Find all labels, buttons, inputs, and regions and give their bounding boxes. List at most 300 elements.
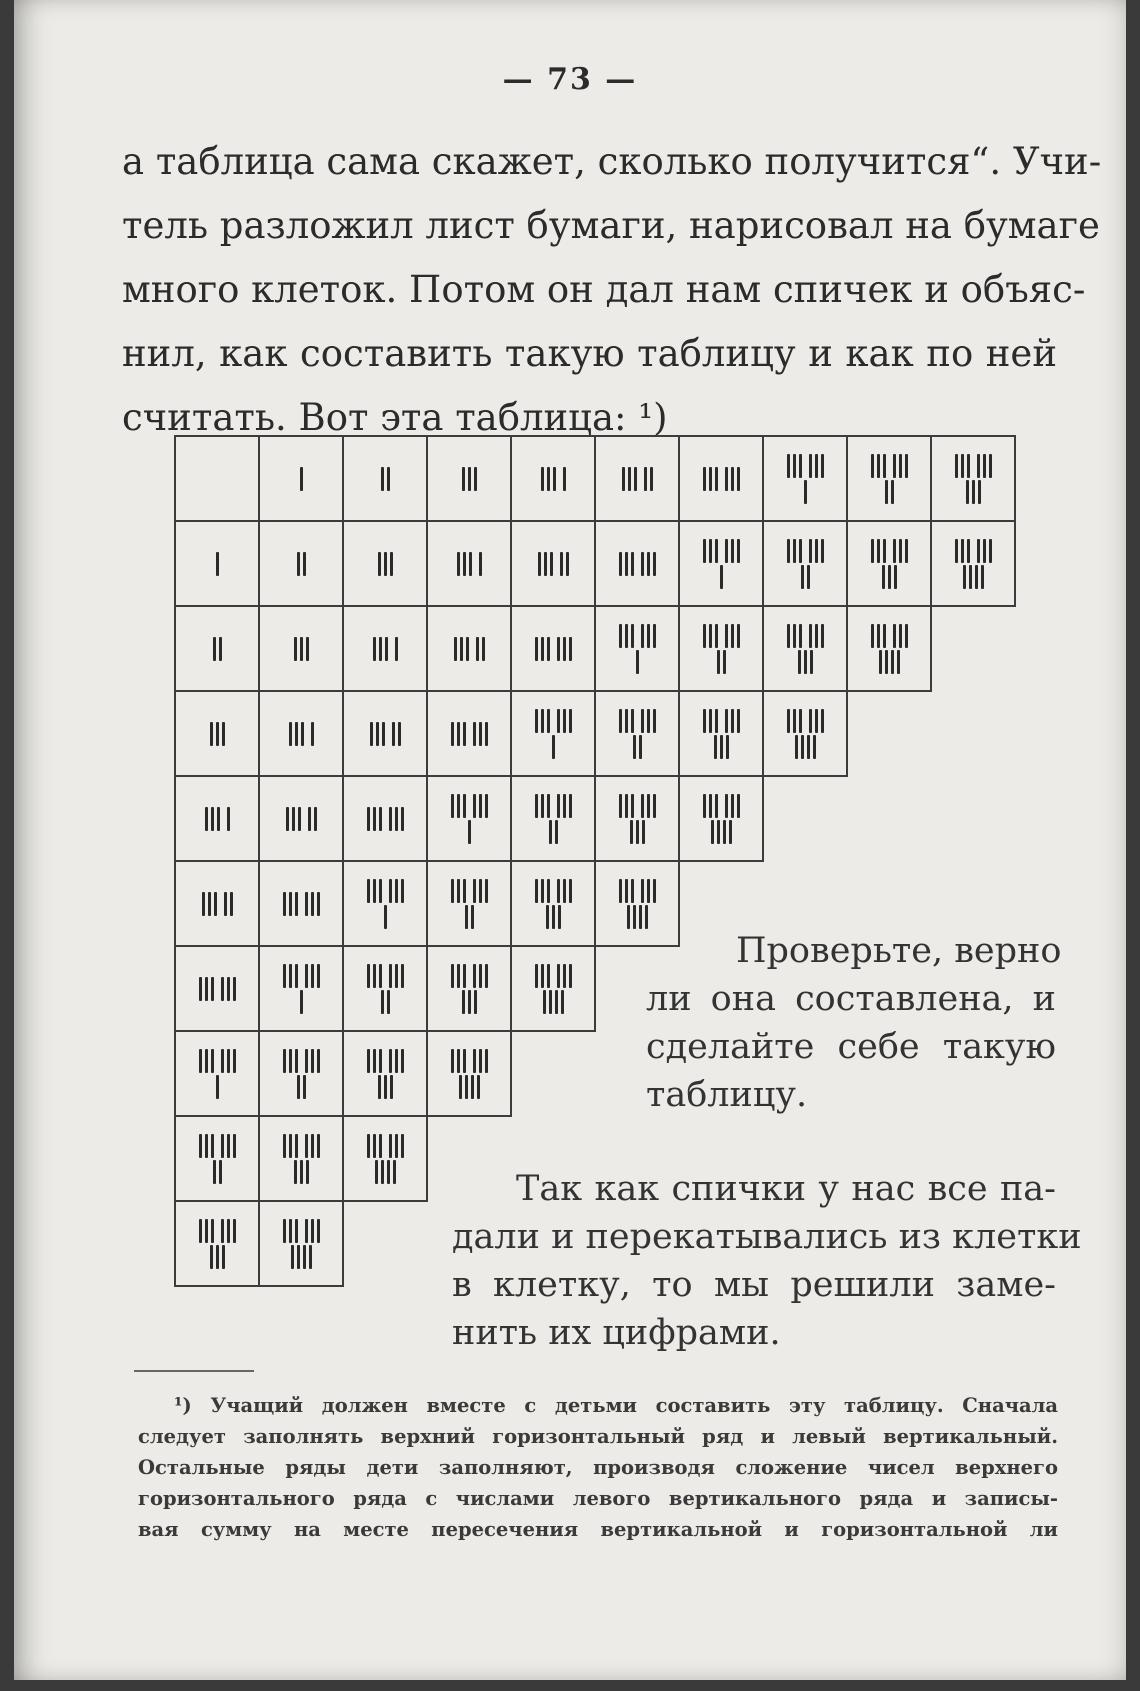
matchstick — [485, 879, 488, 903]
table-cell — [258, 435, 344, 522]
matchstick — [535, 637, 538, 661]
matchstick — [389, 1134, 392, 1158]
stick-row — [787, 538, 824, 564]
matchstick — [541, 709, 544, 733]
stick-group — [381, 990, 390, 1014]
stick-group — [543, 990, 564, 1014]
stick-group — [955, 454, 970, 478]
stick-group — [801, 565, 810, 589]
matchstick — [737, 624, 740, 648]
text-line: ли она составлена, и — [646, 979, 1056, 1019]
matchstick — [709, 624, 712, 648]
stick-group — [311, 722, 314, 746]
stick-row — [367, 963, 404, 989]
matchstick — [468, 990, 471, 1014]
stick-row — [714, 734, 729, 760]
matchstick — [625, 879, 628, 903]
stick-group — [462, 990, 477, 1014]
matchstick — [294, 637, 297, 661]
matchstick — [457, 964, 460, 988]
stick-group — [384, 905, 387, 929]
matchstick — [389, 807, 392, 831]
table-cell — [678, 775, 764, 862]
matchstick — [479, 794, 482, 818]
matchstick — [807, 565, 810, 589]
table-cell — [846, 605, 932, 692]
matchstick — [476, 637, 479, 661]
matchstick — [561, 990, 564, 1014]
matchstick — [703, 709, 706, 733]
matchstick — [787, 709, 790, 733]
matchstick — [221, 1134, 224, 1158]
matchstick — [202, 892, 205, 916]
matchstick — [387, 1160, 390, 1184]
matchstick — [563, 637, 566, 661]
matchstick — [230, 892, 233, 916]
table-cell — [594, 520, 680, 607]
matchstick — [221, 1049, 224, 1073]
matchstick — [395, 807, 398, 831]
matchstick — [283, 892, 286, 916]
matchstick — [717, 820, 720, 844]
matchstick — [214, 892, 217, 916]
matchstick — [894, 565, 897, 589]
matchstick — [815, 539, 818, 563]
stick-row — [286, 806, 317, 832]
footnote-line: вая сумму на месте пересечения вертикальной и горизонтальной ли — [138, 1518, 1058, 1541]
stick-group — [633, 735, 642, 759]
matchstick — [636, 650, 639, 674]
matchstick — [485, 1049, 488, 1073]
stick-row — [451, 793, 488, 819]
stick-group — [627, 905, 648, 929]
stick-row — [289, 721, 314, 747]
stick-row — [468, 819, 471, 845]
matchstick — [317, 1219, 320, 1243]
matchstick — [552, 905, 555, 929]
matchstick — [295, 1049, 298, 1073]
matchstick — [893, 624, 896, 648]
matchstick — [392, 722, 395, 746]
matchstick — [468, 467, 471, 491]
matchstick — [289, 1049, 292, 1073]
matchstick — [703, 624, 706, 648]
stick-row — [966, 479, 981, 505]
matchstick — [630, 820, 633, 844]
matchstick — [462, 990, 465, 1014]
matchstick — [793, 709, 796, 733]
stick-row — [882, 564, 897, 590]
matchstick — [547, 879, 550, 903]
matchstick — [309, 1245, 312, 1269]
matchstick — [314, 807, 317, 831]
stick-group — [552, 735, 555, 759]
matchstick — [804, 650, 807, 674]
stick-group — [641, 794, 656, 818]
matchstick — [216, 552, 219, 576]
matchstick — [535, 709, 538, 733]
stick-row — [297, 551, 306, 577]
table-cell — [846, 520, 932, 607]
stick-row — [717, 649, 726, 675]
text-line: много клеток. Потом он дал нам спичек и объяс- — [122, 268, 1086, 311]
matchstick — [709, 539, 712, 563]
matchstick — [963, 565, 966, 589]
table-cell — [678, 690, 764, 777]
matchstick — [474, 467, 477, 491]
matchstick — [715, 709, 718, 733]
table-cell — [258, 860, 344, 947]
matchstick — [544, 552, 547, 576]
table-cell — [510, 945, 596, 1032]
matchstick — [216, 722, 219, 746]
table-cell — [258, 520, 344, 607]
matchstick — [650, 467, 653, 491]
matchstick — [379, 1134, 382, 1158]
stick-row — [213, 1159, 222, 1185]
matchstick — [300, 467, 303, 491]
matchstick — [199, 1134, 202, 1158]
stick-row — [199, 1218, 236, 1244]
stick-group — [720, 565, 723, 589]
matchstick — [653, 552, 656, 576]
stick-group — [294, 1160, 309, 1184]
matchstick — [543, 990, 546, 1014]
stick-group — [210, 1245, 225, 1269]
matchstick — [306, 1160, 309, 1184]
matchstick — [289, 964, 292, 988]
stick-group — [367, 807, 382, 831]
matchstick — [469, 552, 472, 576]
matchstick — [882, 565, 885, 589]
stick-group — [977, 454, 992, 478]
matchstick — [375, 1160, 378, 1184]
matchstick — [647, 794, 650, 818]
matchstick — [451, 964, 454, 988]
matchstick — [373, 807, 376, 831]
matchstick — [955, 539, 958, 563]
stick-row — [703, 623, 740, 649]
matchstick — [619, 879, 622, 903]
matchstick — [205, 807, 208, 831]
table-cell — [342, 520, 428, 607]
matchstick — [821, 454, 824, 478]
stick-group — [871, 539, 886, 563]
matchstick — [306, 637, 309, 661]
stick-row — [202, 891, 233, 917]
stick-group — [459, 1075, 480, 1099]
matchstick — [379, 807, 382, 831]
matchstick — [641, 879, 644, 903]
matchstick — [227, 1134, 230, 1158]
table-cell — [342, 945, 428, 1032]
matchstick — [485, 964, 488, 988]
stick-group — [804, 480, 807, 504]
matchstick — [300, 637, 303, 661]
matchstick — [233, 1134, 236, 1158]
stick-group — [787, 539, 802, 563]
stick-row — [795, 734, 816, 760]
matchstick — [305, 1134, 308, 1158]
matchstick — [801, 735, 804, 759]
matchstick — [373, 637, 376, 661]
matchstick — [899, 454, 902, 478]
matchstick — [549, 820, 552, 844]
text-line: сделайте себе такую — [646, 1027, 1056, 1067]
matchstick — [373, 1049, 376, 1073]
matchstick — [401, 807, 404, 831]
stick-group — [370, 722, 385, 746]
matchstick — [471, 905, 474, 929]
matchstick — [471, 1075, 474, 1099]
stick-group — [202, 892, 217, 916]
footnote-divider — [134, 1370, 254, 1372]
text-line: в клетку, то мы решили заме- — [452, 1265, 1056, 1305]
matchstick — [737, 539, 740, 563]
text-line: нить их цифрами. — [452, 1313, 781, 1353]
matchstick — [547, 709, 550, 733]
matchstick — [989, 454, 992, 478]
stick-group — [451, 722, 466, 746]
matchstick — [619, 709, 622, 733]
stick-group — [389, 807, 404, 831]
matchstick — [286, 807, 289, 831]
matchstick — [821, 539, 824, 563]
matchstick — [463, 794, 466, 818]
matchstick — [541, 637, 544, 661]
table-cell — [762, 605, 848, 692]
stick-group — [305, 964, 320, 988]
matchstick — [633, 905, 636, 929]
stick-row — [703, 793, 740, 819]
stick-row — [535, 793, 572, 819]
stick-row — [199, 1133, 236, 1159]
stick-row — [373, 636, 398, 662]
matchstick — [631, 879, 634, 903]
stick-row — [283, 963, 320, 989]
matchstick — [715, 624, 718, 648]
stick-group — [882, 565, 897, 589]
stick-row — [885, 479, 894, 505]
matchstick — [891, 650, 894, 674]
matchstick — [557, 637, 560, 661]
stick-row — [552, 734, 555, 760]
stick-group — [199, 1049, 214, 1073]
stick-group — [378, 552, 393, 576]
matchstick — [557, 879, 560, 903]
table-cell — [510, 860, 596, 947]
table-cell — [594, 605, 680, 692]
matchstick — [553, 467, 556, 491]
table-cell — [258, 1030, 344, 1117]
stick-group — [199, 1219, 214, 1243]
stick-group — [879, 650, 900, 674]
stick-row — [451, 1048, 488, 1074]
matchstick — [378, 1075, 381, 1099]
stick-row — [283, 1218, 320, 1244]
stick-group — [308, 807, 317, 831]
matchstick — [233, 977, 236, 1001]
matchstick — [899, 624, 902, 648]
matchstick — [289, 722, 292, 746]
stick-row — [720, 564, 723, 590]
table-cell — [342, 435, 428, 522]
matchstick — [798, 650, 801, 674]
stick-group — [809, 454, 824, 478]
matchstick — [905, 624, 908, 648]
matchstick — [619, 794, 622, 818]
stick-group — [557, 709, 572, 733]
matchstick — [877, 454, 880, 478]
matchstick — [625, 709, 628, 733]
matchstick — [871, 624, 874, 648]
matchstick — [221, 1219, 224, 1243]
stick-row — [216, 551, 219, 577]
matchstick — [205, 1219, 208, 1243]
stick-group — [630, 820, 645, 844]
stick-group — [893, 539, 908, 563]
matchstick — [295, 1219, 298, 1243]
matchstick — [877, 539, 880, 563]
stick-group — [473, 794, 488, 818]
matchstick — [619, 552, 622, 576]
footnote — [138, 1390, 1058, 1545]
matchstick — [983, 539, 986, 563]
matchstick — [555, 820, 558, 844]
stick-group — [619, 709, 634, 733]
matchstick — [463, 1049, 466, 1073]
table-cell — [510, 775, 596, 862]
matchstick — [205, 1134, 208, 1158]
matchstick — [647, 624, 650, 648]
stick-group — [465, 905, 474, 929]
matchstick — [871, 454, 874, 478]
stick-group — [955, 539, 970, 563]
matchstick — [815, 624, 818, 648]
stick-group — [641, 624, 656, 648]
matchstick — [473, 879, 476, 903]
matchstick — [462, 467, 465, 491]
stick-row — [300, 989, 303, 1015]
stick-row — [381, 466, 390, 492]
matchstick — [972, 480, 975, 504]
table-cell — [258, 605, 344, 692]
matchstick — [211, 1219, 214, 1243]
matchstick — [879, 650, 882, 674]
matchstick — [401, 964, 404, 988]
matchstick — [961, 454, 964, 478]
matchstick — [463, 879, 466, 903]
stick-row — [703, 466, 740, 492]
matchstick — [457, 794, 460, 818]
table-cell — [762, 435, 848, 522]
matchstick — [653, 794, 656, 818]
matchstick — [211, 1049, 214, 1073]
matchstick — [389, 879, 392, 903]
stick-row — [619, 878, 656, 904]
stick-row — [787, 623, 824, 649]
matchstick — [297, 1245, 300, 1269]
stick-group — [885, 480, 894, 504]
table-cell — [426, 435, 512, 522]
matchstick — [379, 879, 382, 903]
stick-group — [381, 467, 390, 491]
table-cell — [342, 1115, 428, 1202]
matchstick — [799, 539, 802, 563]
matchstick — [379, 964, 382, 988]
stick-row — [451, 721, 488, 747]
matchstick — [729, 820, 732, 844]
stick-group — [535, 637, 550, 661]
stick-group — [451, 1049, 466, 1073]
table-cell — [426, 945, 512, 1032]
stick-group — [378, 1075, 393, 1099]
matchstick — [381, 1160, 384, 1184]
matchstick — [563, 467, 566, 491]
stick-group — [291, 1245, 312, 1269]
matchstick — [211, 1134, 214, 1158]
table-cell — [342, 775, 428, 862]
matchstick — [301, 722, 304, 746]
stick-group — [871, 454, 886, 478]
table-cell — [342, 690, 428, 777]
matchstick — [899, 539, 902, 563]
stick-group — [367, 1049, 382, 1073]
matchstick — [891, 480, 894, 504]
matchstick — [379, 637, 382, 661]
matchstick — [535, 964, 538, 988]
matchstick — [569, 709, 572, 733]
stick-group — [893, 454, 908, 478]
matchstick — [645, 905, 648, 929]
matchstick — [205, 977, 208, 1001]
stick-row — [210, 1244, 225, 1270]
matchstick — [283, 964, 286, 988]
table-cell — [342, 605, 428, 692]
stick-group — [619, 794, 634, 818]
stick-row — [199, 976, 236, 1002]
stick-group — [725, 467, 740, 491]
matchstick — [384, 905, 387, 929]
matchstick — [541, 467, 544, 491]
stick-group — [703, 709, 718, 733]
stick-group — [468, 820, 471, 844]
matchstick — [715, 467, 718, 491]
stick-group — [389, 1049, 404, 1073]
matchstick — [384, 552, 387, 576]
stick-group — [619, 879, 634, 903]
stick-group — [300, 990, 303, 1014]
matchstick — [625, 794, 628, 818]
table-cell — [258, 775, 344, 862]
matchstick — [393, 1160, 396, 1184]
matchstick — [647, 709, 650, 733]
matchstick — [384, 1075, 387, 1099]
text-line: таблицу. — [646, 1075, 808, 1115]
matchstick — [546, 905, 549, 929]
stick-row — [541, 466, 566, 492]
stick-row — [367, 878, 404, 904]
table-cell — [174, 945, 260, 1032]
stick-group — [641, 879, 656, 903]
matchstick — [725, 467, 728, 491]
stick-row — [462, 466, 477, 492]
stick-group — [221, 977, 236, 1001]
matchstick — [631, 624, 634, 648]
matchstick — [477, 1075, 480, 1099]
matchstick — [639, 735, 642, 759]
matchstick — [291, 1245, 294, 1269]
